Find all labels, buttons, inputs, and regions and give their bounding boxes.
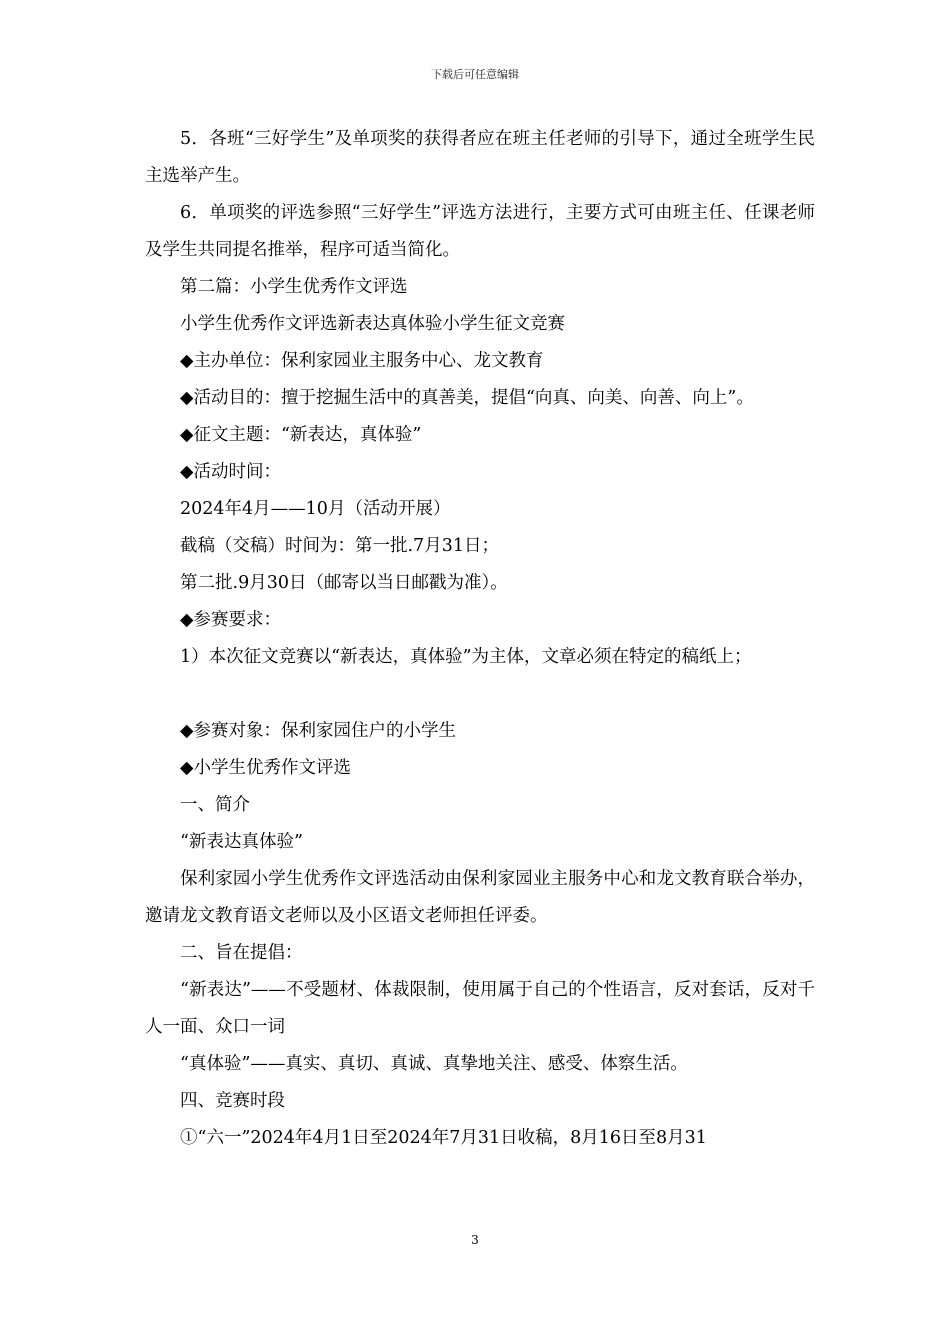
schedule-heading: 四、竞赛时段 <box>180 1091 285 1111</box>
organizer: ◆主办单位：保利家园业主服务中心、龙文教育 <box>180 351 544 371</box>
document-body <box>145 121 815 1157</box>
section-title: 第二篇：小学生优秀作文评选 <box>180 277 408 297</box>
essay-theme: ◆征文主题：“新表达，真体验” <box>180 425 422 445</box>
intro-text: 保利家园小学生优秀作文评选活动由保利家园业主服务中心和龙文教育联合举办，邀请龙文教育语文老师以及小区语文老师担任评委。 <box>145 869 815 926</box>
participants: ◆参赛对象：保利家园住户的小学生 <box>180 721 456 741</box>
requirements-heading: ◆参赛要求： <box>180 610 281 630</box>
blank-line <box>145 676 815 713</box>
requirement-1: 1）本次征文竞赛以“新表达，真体验”为主体，文章必须在特定的稿纸上； <box>180 647 752 667</box>
intro-heading: 一、简介 <box>180 795 250 815</box>
activity-purpose: ◆活动目的：擅于挖掘生活中的真善美，提倡“向真、向美、向善、向上”。 <box>180 388 754 408</box>
paragraph-item-5: 5．各班“三好学生”及单项奖的获得者应在班主任老师的引导下，通过全班学生民主选举产生。 <box>145 129 815 186</box>
deadline-first: 截稿（交稿）时间为：第一批.7月31日； <box>180 536 499 556</box>
advocacy-new-expression: “新表达”——不受题材、体裁限制，使用属于自己的个性语言，反对套话，反对千人一面、众口一词 <box>145 980 815 1037</box>
page-number: 3 <box>471 1233 479 1247</box>
deadline-second: 第二批.9月30日（邮寄以当日邮戳为准）。 <box>180 573 508 593</box>
advocacy-heading: 二、旨在提倡： <box>180 943 303 963</box>
schedule-item-1: ①“六一”2024年4月1日至2024年7月31日收稿，8月16日至8月31 <box>180 1128 707 1148</box>
activity-period: 2024年4月——10月（活动开展） <box>180 499 451 519</box>
slogan: “新表达真体验” <box>180 832 303 852</box>
subsection-title: ◆小学生优秀作文评选 <box>180 758 351 778</box>
paragraph-item-6: 6．单项奖的评选参照“三好学生”评选方法进行，主要方式可由班主任、任课老师及学生共同提名推举，程序可适当简化。 <box>145 203 815 260</box>
page-header: 下载后可任意编辑 <box>431 68 519 81</box>
contest-title: 小学生优秀作文评选新表达真体验小学生征文竞赛 <box>180 314 565 334</box>
advocacy-true-experience: “真体验”——真实、真切、真诚、真挚地关注、感受、体察生活。 <box>180 1054 688 1074</box>
activity-time-heading: ◆活动时间： <box>180 462 281 482</box>
